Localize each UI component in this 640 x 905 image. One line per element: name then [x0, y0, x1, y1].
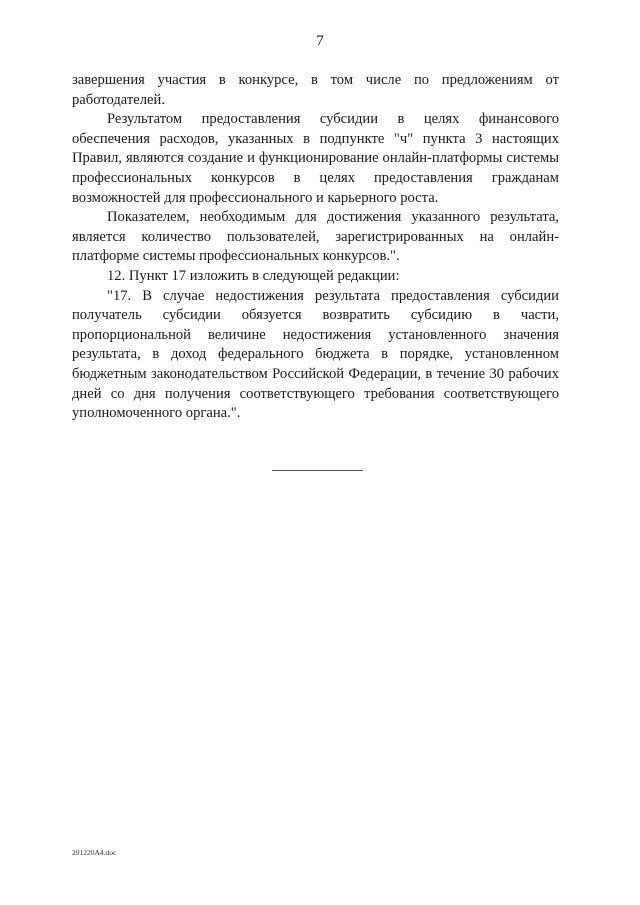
end-separator-line — [272, 470, 363, 471]
footer-filename: 291220A4.doc — [72, 848, 117, 857]
paragraph-continuation: завершения участия в конкурсе, в том числе по предложениям от работодателей. — [72, 72, 559, 108]
paragraph-amendment-12: 12. Пункт 17 изложить в следующей редакции: — [107, 267, 400, 284]
page-number: 7 — [316, 33, 324, 49]
paragraph-result: Результатом предоставления субсидии в целях финансового обеспечения расходов, указанных в подпункте "ч" пункта 3 настоящих Правил, являются создание и функционирование онлайн-платформы системы профессиональных конкурсов в целях предоставления гражданам возможностей для профессионального и карьерного роста. — [72, 111, 559, 206]
document-body — [72, 71, 559, 424]
paragraph-clause-17: "17. В случае недостижения результата предоставления субсидии получатель субсидии обязуется возвратить субсидию в части, пропорциональной величине недостижения установленного значения результата, в доход федерального бюджета в порядке, установленном бюджетным законодательством Российской Федерации, в течение 30 рабочих дней со дня получения соответствующего требования соответствующего уполномоченного органа.". — [72, 287, 559, 422]
paragraph-indicator: Показателем, необходимым для достижения указанного результата, является количество пользователей, зарегистрированных на онлайн-платформе системы профессиональных конкурсов.". — [72, 209, 559, 265]
